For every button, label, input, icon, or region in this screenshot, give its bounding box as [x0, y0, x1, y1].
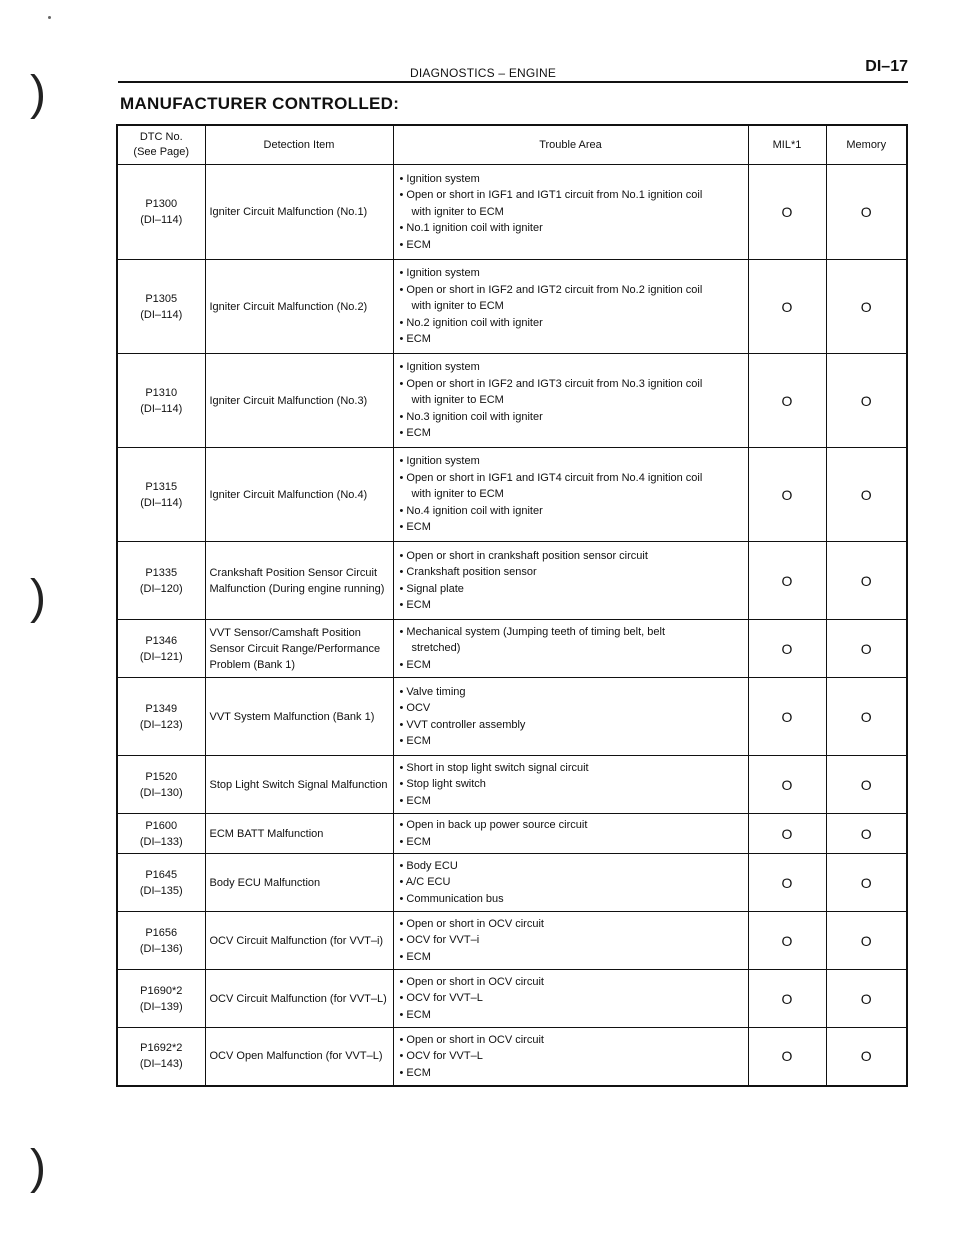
- dtc-page-ref: (DI–133): [139, 835, 183, 848]
- trouble-area-line: • ECM: [399, 521, 431, 534]
- memory-indicator: O: [826, 912, 907, 970]
- binder-hole-mark-middle: ): [30, 571, 46, 624]
- detection-item: Stop Light Switch Signal Malfunction: [205, 756, 393, 814]
- trouble-area-line: • Valve timing: [399, 685, 466, 698]
- dtc-code: P1305: [145, 292, 178, 305]
- memory-indicator: O: [826, 448, 907, 542]
- trouble-area: [393, 814, 748, 854]
- trouble-area-line: • Open or short in IGF1 and IGT1 circuit from No.1 ignition coil: [399, 189, 703, 202]
- trouble-area-line: • ECM: [399, 1066, 431, 1079]
- trouble-area-line: with igniter to ECM: [411, 300, 504, 313]
- trouble-area-line: • OCV: [399, 702, 431, 714]
- table-row: [117, 678, 907, 756]
- trouble-area-line: • ECM: [399, 427, 431, 440]
- mil-indicator: O: [748, 1028, 826, 1086]
- trouble-area-line: • Body ECU: [399, 859, 458, 872]
- table-row: [117, 448, 907, 542]
- memory-indicator: O: [826, 678, 907, 756]
- trouble-area: [393, 678, 748, 756]
- detection-item: Igniter Circuit Malfunction (No.3): [205, 354, 393, 448]
- memory-indicator: O: [826, 970, 907, 1028]
- binder-hole-mark-top: ): [30, 67, 46, 120]
- trouble-area-line: • Open or short in IGF1 and IGT4 circuit from No.4 ignition coil: [399, 471, 703, 484]
- col-header-trouble-area: Trouble Area: [393, 125, 748, 165]
- trouble-area-line: • Crankshaft position sensor: [399, 566, 537, 578]
- dtc-page-ref: (DI–120): [139, 582, 183, 595]
- trouble-area-line: • ECM: [399, 794, 431, 807]
- dtc-code: P1520: [145, 770, 178, 783]
- mil-indicator: O: [748, 678, 826, 756]
- dtc-code: P1656: [145, 926, 178, 939]
- trouble-area: [393, 354, 748, 448]
- trouble-area: [393, 756, 748, 814]
- trouble-area-line: • Open in back up power source circuit: [399, 819, 588, 831]
- running-header: DIAGNOSTICS – ENGINE: [410, 66, 557, 80]
- trouble-area-line: • Open or short in crankshaft position sensor circuit: [399, 549, 648, 562]
- trouble-area-line: • No.1 ignition coil with igniter: [399, 222, 543, 235]
- trouble-area-line: • ECM: [399, 1008, 431, 1021]
- table-row: [117, 165, 907, 260]
- dtc-code-cell: [117, 1028, 205, 1086]
- table-row: [117, 970, 907, 1028]
- trouble-area: [393, 448, 748, 542]
- dtc-code: P1692*2: [140, 1042, 183, 1055]
- detection-item: VVT Sensor/Camshaft Position Sensor Circuit Range/Performance Problem (Bank 1): [205, 620, 393, 678]
- table-row: [117, 854, 907, 912]
- dtc-page-ref: (DI–136): [139, 942, 183, 955]
- trouble-area-line: • No.4 ignition coil with igniter: [399, 504, 543, 517]
- dtc-page-ref: (DI–135): [139, 884, 183, 897]
- mil-indicator: O: [748, 756, 826, 814]
- dtc-code-cell: [117, 260, 205, 354]
- memory-indicator: O: [826, 756, 907, 814]
- col-header-detection-item: Detection Item: [205, 125, 393, 165]
- mil-indicator: O: [748, 814, 826, 854]
- header-rule: [118, 81, 908, 83]
- trouble-area-line: • ECM: [399, 735, 431, 747]
- table-row: [117, 814, 907, 854]
- mil-indicator: O: [748, 854, 826, 912]
- table-row: [117, 260, 907, 354]
- memory-indicator: O: [826, 1028, 907, 1086]
- trouble-area-line: with igniter to ECM: [411, 394, 504, 407]
- trouble-area-line: • Open or short in OCV circuit: [399, 917, 544, 930]
- mil-indicator: O: [748, 970, 826, 1028]
- dtc-page-ref: (DI–121): [139, 650, 183, 663]
- dtc-page-ref: (DI–130): [139, 786, 183, 799]
- trouble-area-line: • OCV for VVT–L: [399, 1050, 483, 1062]
- table-row: [117, 354, 907, 448]
- trouble-area: [393, 912, 748, 970]
- trouble-area-line: • Open or short in IGF2 and IGT3 circuit from No.3 ignition coil: [399, 377, 703, 390]
- table-body: [117, 165, 907, 1086]
- trouble-area-line: • Open or short in OCV circuit: [399, 975, 544, 988]
- trouble-area-line: • Ignition system: [399, 361, 480, 374]
- detection-item: Igniter Circuit Malfunction (No.2): [205, 260, 393, 354]
- detection-item: VVT System Malfunction (Bank 1): [205, 678, 393, 756]
- trouble-area-line: • ECM: [399, 835, 431, 848]
- trouble-area-line: • Signal plate: [399, 582, 464, 595]
- mil-indicator: O: [748, 620, 826, 678]
- trouble-area-line: • Mechanical system (Jumping teeth of timing belt, belt: [399, 625, 666, 638]
- dtc-page-ref: (DI–139): [139, 1000, 183, 1013]
- dtc-code-cell: [117, 165, 205, 260]
- col-header-dtc-line2: (See Page): [133, 146, 190, 158]
- dtc-code: P1600: [145, 819, 178, 832]
- trouble-area-line: • OCV for VVT–i: [399, 934, 480, 947]
- table-row: [117, 1028, 907, 1086]
- dtc-code-cell: [117, 854, 205, 912]
- trouble-area-line: stretched): [411, 642, 461, 655]
- dtc-code-cell: [117, 814, 205, 854]
- dtc-code-cell: [117, 678, 205, 756]
- trouble-area-line: • Ignition system: [399, 267, 480, 280]
- col-header-dtc: [117, 125, 205, 165]
- dtc-code-cell: [117, 912, 205, 970]
- trouble-area-line: • Ignition system: [399, 172, 480, 185]
- page-number: DI–17: [865, 58, 908, 75]
- trouble-area-line: • VVT controller assembly: [399, 718, 526, 731]
- trouble-area-line: • Stop light switch: [399, 778, 486, 791]
- dtc-code-cell: [117, 756, 205, 814]
- table-header-row: [117, 125, 907, 165]
- detection-item: OCV Circuit Malfunction (for VVT–L): [205, 970, 393, 1028]
- trouble-area: [393, 1028, 748, 1086]
- memory-indicator: O: [826, 260, 907, 354]
- col-header-memory: Memory: [826, 125, 907, 165]
- table-row: [117, 542, 907, 620]
- detection-item: Igniter Circuit Malfunction (No.4): [205, 448, 393, 542]
- dtc-table: [116, 124, 908, 1087]
- trouble-area: [393, 970, 748, 1028]
- scan-speck: [48, 16, 51, 19]
- dtc-code: P1310: [145, 386, 178, 399]
- detection-item: Body ECU Malfunction: [205, 854, 393, 912]
- trouble-area: [393, 542, 748, 620]
- detection-item: Igniter Circuit Malfunction (No.1): [205, 165, 393, 260]
- mil-indicator: O: [748, 448, 826, 542]
- trouble-area-line: • ECM: [399, 599, 431, 611]
- trouble-area-line: with igniter to ECM: [411, 488, 504, 501]
- trouble-area-line: • ECM: [399, 950, 431, 963]
- dtc-code-cell: [117, 354, 205, 448]
- detection-item: Crankshaft Position Sensor Circuit Malfunction (During engine running): [205, 542, 393, 620]
- trouble-area-line: • Ignition system: [399, 455, 480, 468]
- dtc-code: P1645: [145, 868, 178, 881]
- trouble-area-line: • Open or short in OCV circuit: [399, 1033, 544, 1046]
- memory-indicator: O: [826, 542, 907, 620]
- table-row: [117, 756, 907, 814]
- dtc-page-ref: (DI–114): [140, 308, 183, 321]
- dtc-page-ref: (DI–114): [140, 402, 183, 415]
- trouble-area: [393, 854, 748, 912]
- dtc-page-ref: (DI–123): [139, 718, 183, 731]
- detection-item: ECM BATT Malfunction: [205, 814, 393, 854]
- dtc-code: P1346: [145, 634, 178, 647]
- dtc-code-cell: [117, 542, 205, 620]
- table-row: [117, 620, 907, 678]
- memory-indicator: O: [826, 165, 907, 260]
- trouble-area-line: • ECM: [399, 238, 431, 251]
- trouble-area: [393, 620, 748, 678]
- dtc-code-cell: [117, 620, 205, 678]
- section-title: MANUFACTURER CONTROLLED:: [120, 94, 400, 113]
- mil-indicator: O: [748, 542, 826, 620]
- mil-indicator: O: [748, 260, 826, 354]
- trouble-area-line: • No.2 ignition coil with igniter: [399, 316, 543, 329]
- detection-item: OCV Circuit Malfunction (for VVT–i): [205, 912, 393, 970]
- dtc-code-cell: [117, 448, 205, 542]
- memory-indicator: O: [826, 354, 907, 448]
- dtc-page-ref: (DI–114): [140, 496, 183, 509]
- dtc-code: P1315: [145, 480, 178, 493]
- trouble-area-line: • ECM: [399, 658, 431, 671]
- trouble-area: [393, 165, 748, 260]
- trouble-area-line: with igniter to ECM: [411, 205, 504, 218]
- dtc-code: P1349: [145, 702, 178, 715]
- trouble-area-line: • A/C ECU: [399, 876, 451, 889]
- trouble-area-line: • Communication bus: [399, 892, 504, 905]
- trouble-area-line: • Open or short in IGF2 and IGT2 circuit from No.2 ignition coil: [399, 283, 703, 296]
- col-header-mil: MIL*1: [748, 125, 826, 165]
- trouble-area-line: • OCV for VVT–L: [399, 992, 483, 1005]
- trouble-area-line: • No.3 ignition coil with igniter: [399, 410, 543, 423]
- col-header-dtc-line1: DTC No.: [139, 131, 183, 143]
- trouble-area-line: • ECM: [399, 333, 431, 346]
- binder-hole-mark-bottom: ): [30, 1141, 46, 1194]
- trouble-area-line: • Short in stop light switch signal circuit: [399, 761, 589, 774]
- dtc-code: P1300: [145, 198, 178, 210]
- dtc-page-ref: (DI–143): [139, 1058, 183, 1071]
- dtc-code: P1335: [145, 566, 178, 579]
- trouble-area: [393, 260, 748, 354]
- detection-item: OCV Open Malfunction (for VVT–L): [205, 1028, 393, 1086]
- dtc-code: P1690*2: [140, 984, 183, 997]
- memory-indicator: O: [826, 620, 907, 678]
- memory-indicator: O: [826, 814, 907, 854]
- memory-indicator: O: [826, 854, 907, 912]
- dtc-page-ref: (DI–114): [140, 214, 183, 226]
- mil-indicator: O: [748, 354, 826, 448]
- mil-indicator: O: [748, 912, 826, 970]
- table-row: [117, 912, 907, 970]
- dtc-code-cell: [117, 970, 205, 1028]
- mil-indicator: O: [748, 165, 826, 260]
